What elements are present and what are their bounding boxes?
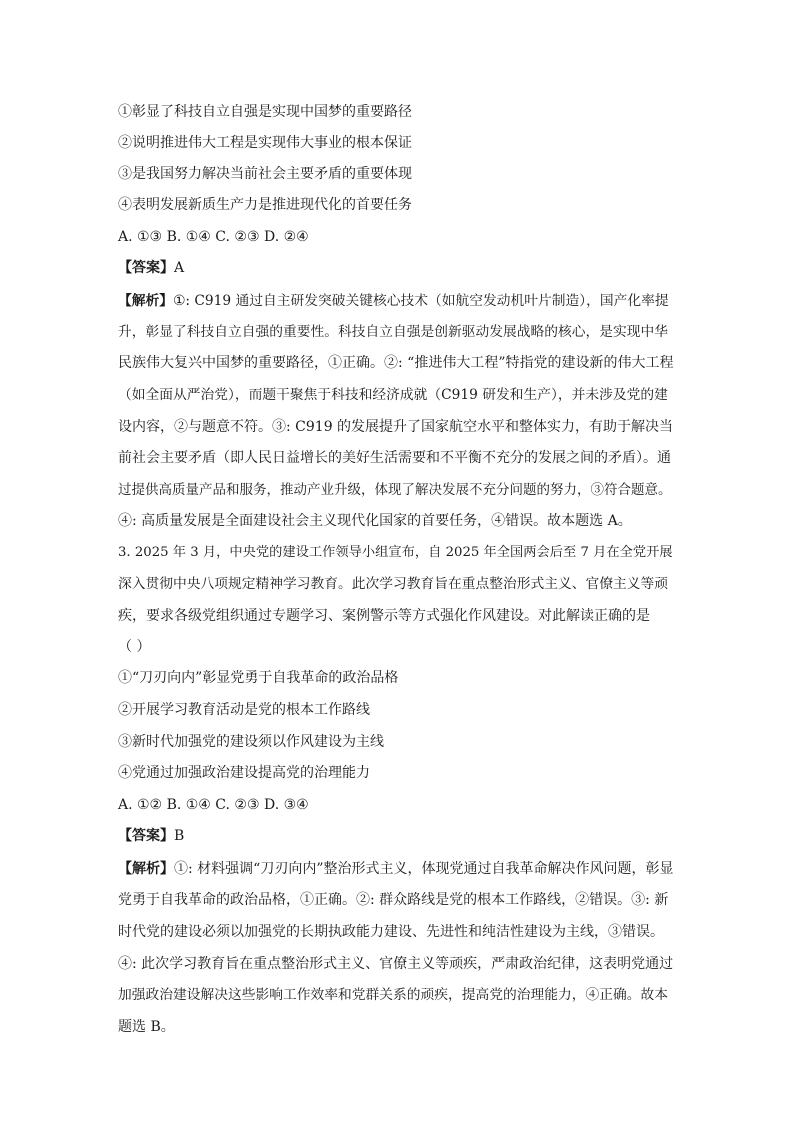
q3-analysis-line-1 bbox=[118, 859, 676, 879]
q3-analysis-line-3: 时代党的建设必须以加强党的长期执政能力建设、先进性和纯洁性建设为主线，③错误。 bbox=[118, 924, 664, 940]
q2-analysis-label: 【解析】 bbox=[118, 293, 174, 309]
q3-answer-label: 【答案】 bbox=[118, 828, 174, 844]
q3-option-1: ①“刀刃向内”彰显党勇于自我革命的政治品格 bbox=[118, 670, 399, 686]
q3-answer bbox=[118, 826, 184, 846]
q2-analysis-line-5: 设内容，②与题意不符。③: C919 的发展提升了国家航空水平和整体实力，有助于解决当 bbox=[118, 419, 674, 435]
q2-option-3: ③是我国努力解决当前社会主要矛盾的重要体现 bbox=[118, 166, 412, 182]
q3-stem-line-1: 3. 2025 年 3 月，中央党的建设工作领导小组宣布，自 2025 年全国两会后至 7 月在全党开展 bbox=[118, 545, 673, 560]
q3-stem-line-3: 疾，要求各级党组织通过专题学习、案例警示等方式强化作风建设。对此解读正确的是 bbox=[118, 608, 650, 624]
q3-analysis-line-4: ④: 此次学习教育旨在重点整治形式主义、官僚主义等顽疾，严肃政治纪律，这表明党通过 bbox=[118, 956, 674, 972]
q3-option-4: ④党通过加强政治建设提高党的治理能力 bbox=[118, 765, 370, 781]
q2-option-1: ①彰显了科技自立自强是实现中国梦的重要路径 bbox=[118, 104, 412, 120]
q2-option-2: ②说明推进伟大工程是实现伟大事业的根本保证 bbox=[118, 135, 412, 151]
q3-choices: A. ①② B. ①④ C. ②③ D. ③④ bbox=[118, 797, 309, 813]
q2-analysis-line-8: ④: 高质量发展是全面建设社会主义现代化国家的首要任务，④错误。故本题选 A。 bbox=[118, 513, 632, 529]
q2-choices: A. ①③ B. ①④ C. ②③ D. ②④ bbox=[118, 229, 309, 245]
q2-analysis-line-4: （如全面从严治党），而题干聚焦于科技和经济成就（C919 研发和生产），并未涉及党的建 bbox=[118, 387, 668, 403]
q3-analysis-line-5: 加强政治建设解决这些影响工作效率和党群关系的顽疾，提高党的治理能力，④正确。故本 bbox=[118, 987, 669, 1003]
q3-stem-line-2: 深入贯彻中央八项规定精神学习教育。此次学习教育旨在重点整治形式主义、官僚主义等顽 bbox=[118, 576, 669, 592]
q3-analysis-label: 【解析】 bbox=[118, 861, 174, 877]
q2-answer-label: 【答案】 bbox=[118, 260, 174, 276]
q2-option-4: ④表明发展新质生产力是推进现代化的首要任务 bbox=[118, 197, 412, 213]
q2-analysis-line-7: 过提供高质量产品和服务，推动产业升级，体现了解决发展不充分问题的努力，③符合题意。 bbox=[118, 482, 672, 498]
q3-analysis-text-1: ①: 材料强调“刀刃向内”整治形式主义，体现党通过自我革命解决作风问题，彰显 bbox=[174, 861, 674, 877]
q2-analysis-line-3: 民族伟大复兴中国梦的重要路径，①正确。②: “推进伟大工程”特指党的建设新的伟大工程 bbox=[118, 355, 674, 371]
q3-answer-value: B bbox=[174, 828, 185, 844]
q3-analysis-line-6: 题选 B。 bbox=[118, 1019, 175, 1035]
q2-analysis-line-6: 前社会主要矛盾（即人民日益增长的美好生活需要和不平衡不充分的发展之间的矛盾）。通 bbox=[118, 450, 671, 466]
q3-stem-line-4: （ ） bbox=[118, 639, 151, 655]
q2-analysis-line-2: 升，彰显了科技自立自强的重要性。科技自立自强是创新驱动发展战略的核心，是实现中华 bbox=[118, 324, 669, 340]
q2-analysis-line-1 bbox=[118, 291, 676, 311]
q3-option-3: ③新时代加强党的建设须以作风建设为主线 bbox=[118, 734, 384, 750]
q2-answer-value: A bbox=[174, 260, 185, 276]
q3-analysis-line-2: 党勇于自我革命的政治品格，①正确。②: 群众路线是党的根本工作路线，②错误。③: 新 bbox=[118, 892, 669, 908]
q3-option-2: ②开展学习教育活动是党的根本工作路线 bbox=[118, 702, 370, 718]
q2-answer bbox=[118, 258, 184, 278]
q2-analysis-text-1: ①: C919 通过自主研发突破关键核心技术（如航空发动机叶片制造），国产化率提 bbox=[173, 293, 669, 309]
